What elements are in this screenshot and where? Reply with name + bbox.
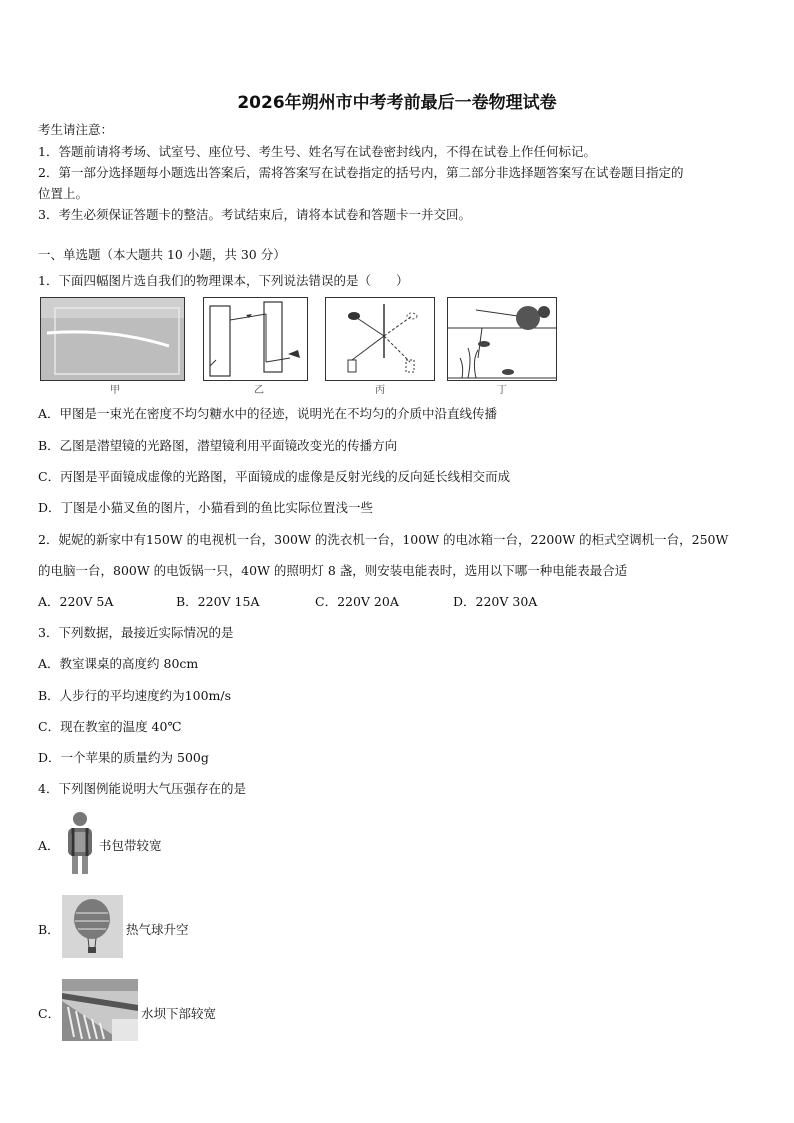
figure-bing <box>325 297 435 381</box>
notice-item-2-continued: 位置上。 <box>38 186 89 201</box>
q4-option-c-letter: C． <box>38 1006 61 1021</box>
q3-option-a: A．教室课桌的高度约 80cm <box>38 656 199 671</box>
notice-heading: 考生请注意： <box>38 122 114 137</box>
q4-option-a-text: 书包带较宽 <box>99 838 162 853</box>
notice-item-1: 1．答题前请将考场、试室号、座位号、考生号、姓名写在试卷密封线内，不得在试卷上作任何标记。 <box>38 144 596 159</box>
q1-option-d: D．丁图是小猫叉鱼的图片，小猫看到的鱼比实际位置浅一些 <box>38 500 374 515</box>
section-heading: 一、单选题（本大题共 10 小题，共 30 分） <box>38 247 286 262</box>
q4-option-a-letter: A． <box>38 838 60 853</box>
q2-option-c: C．220V 20A <box>315 594 399 609</box>
q1-option-b: B．乙图是潜望镜的光路图，潜望镜利用平面镜改变光的传播方向 <box>38 438 398 453</box>
q1-option-c: C．丙图是平面镜成虚像的光路图，平面镜成的虚像是反射光线的反向延长线相交而成 <box>38 469 511 484</box>
q2-option-b: B．220V 15A <box>176 594 260 609</box>
q4-stem: 4．下列图例能说明大气压强存在的是 <box>38 781 246 796</box>
q3-option-d: D．一个苹果的质量约为 500g <box>38 750 209 765</box>
notice-item-2: 2．第一部分选择题每小题选出答案后，需将答案写在试卷指定的括号内，第二部分非选择题答案写在试卷题目指定的 <box>38 165 684 180</box>
notice-item-3: 3．考生必须保证答题卡的整洁。考试结束后，请将本试卷和答题卡一并交回。 <box>38 207 471 222</box>
q4-option-b-text: 热气球升空 <box>126 922 189 937</box>
hot-air-balloon-image <box>62 895 123 958</box>
q3-stem: 3．下列数据，最接近实际情况的是 <box>38 625 234 640</box>
q1-stem: 1．下面四幅图片选自我们的物理课本，下列说法错误的是（ ） <box>38 273 409 288</box>
figure-label-ding: 丁 <box>497 385 507 396</box>
figure-label-yi: 乙 <box>254 385 264 396</box>
figure-ding <box>447 297 557 381</box>
dam-image <box>62 979 138 1041</box>
figure-label-jia: 甲 <box>110 385 120 396</box>
q2-stem-line-2: 的电脑一台，800W 的电饭锅一只，40W 的照明灯 8 盏，则安装电能表时，选用以下哪一种电能表最合适 <box>38 563 628 578</box>
q4-option-c-text: 水坝下部较宽 <box>141 1006 217 1021</box>
schoolbag-image <box>62 810 96 876</box>
q2-option-a: A．220V 5A <box>38 594 114 609</box>
figure-yi <box>203 297 308 381</box>
q4-option-b-letter: B． <box>38 922 60 937</box>
figure-jia <box>40 297 185 381</box>
q1-option-a: A．甲图是一束光在密度不均匀糖水中的径迹，说明光在不均匀的介质中沿直线传播 <box>38 406 498 421</box>
figure-label-bing: 丙 <box>375 385 385 396</box>
page-title: 2026年朔州市中考考前最后一卷物理试卷 <box>237 93 557 113</box>
q2-stem-line-1: 2．妮妮的新家中有150W 的电视机一台，300W 的洗衣机一台，100W 的电冰箱一台，2200W 的柜式空调机一台，250W <box>38 532 729 547</box>
q2-option-d: D．220V 30A <box>453 594 538 609</box>
q3-option-b: B．人步行的平均速度约为100m/s <box>38 688 232 703</box>
q3-option-c: C．现在教室的温度 40℃ <box>38 719 182 734</box>
